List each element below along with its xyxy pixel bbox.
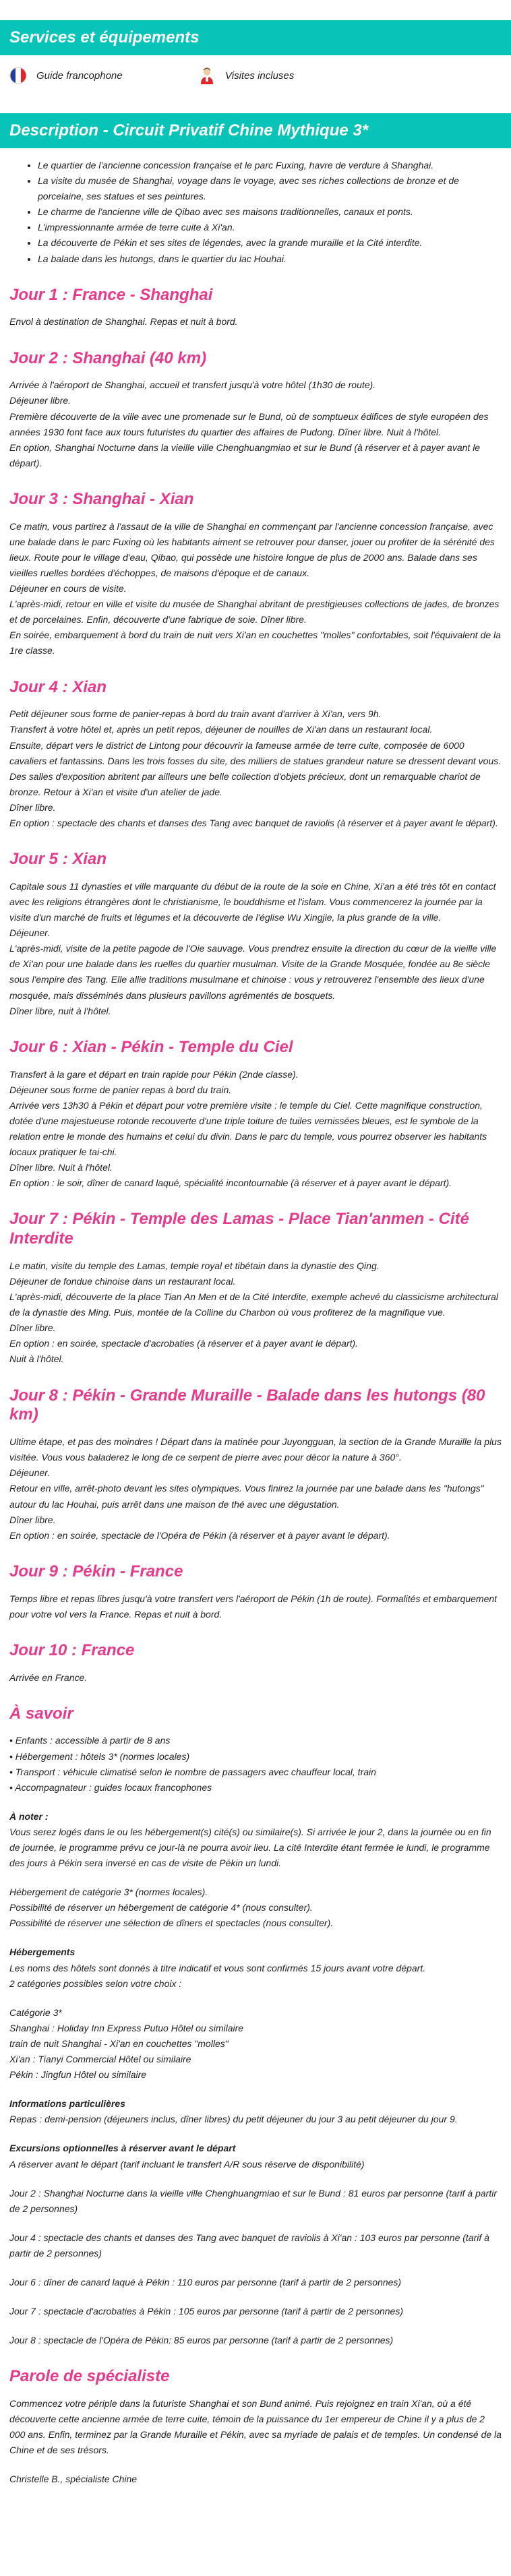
day-3-title: Jour 3 : Shanghai - Xian [9,489,194,508]
description-banner: Description - Circuit Privatif Chine Mythique 3* [0,113,511,148]
day-2-title: Jour 2 : Shanghai (40 km) [9,348,207,367]
excursion-item: Jour 2 : Shanghai Nocturne dans la vieille ville Chenghuangmiao et sur le Bund : 81 euros par personne (tarif à partir de 2 personnes) [9,2187,497,2214]
asavoir-list [9,1733,502,1795]
service-visits-label: Visites incluses [225,69,295,82]
services-banner: Services et équipements [0,20,511,55]
spacer [9,1871,502,1884]
spacer [9,1931,502,1944]
day-3-text: Ce matin, vous partirez à l'assaut de la ville de Shanghai en commençant par l'ancienne concession française, avec une balade dans le parc Fuxing où les habitants aiment se retrouver pour danser, jouer ou profiter de la sérénité des lieux. Route pour le village d'eau, Qibao, qui possède une histoire longue de plus de 2000 ans. Balade dans ses vieilles ruelles bordées d'échoppes, de maisons d'époque et de canaux. Déjeuner en cours de visite. L'après-midi, retour en ville et visite du musée de Shanghai abritant de prestigieuses collections de jades, de bronzes et de porcelaines. Enfin, découverte d'une fabrique de soie. Dîner libre. En soirée, embarquement à bord du train de nuit vers Xi'an en couchettes "molles" confortables, soit l'équivalent de la 1re classe. [9,520,501,656]
day-4-text: Petit déjeuner sous forme de panier-repas à bord du train avant d'arriver à Xi'an, vers 9h. Transfert à votre hôtel et, après un petit repos, déjeuner de nouilles de Xi'an dans un restaurant local. Ensuite, départ vers le district de Lintong pour découvrir la fameuse armée de terre cuite, composée de 6000 cavaliers et fantassins. Dans les trois fosses du site, des milliers de statues grandeur nature se dressent devant vous. Des salles d'exposition abritent par ailleurs une belle collection d'objets précieux, dont un remarquable chariot de bronze. Retour à Xi'an et visite d'un atelier de jade. Dîner libre. En option : spectacle des chants et danses des Tang avec banquet de raviolis (à réserver et à payer avant le départ). [9,708,502,828]
heberg-title: Hébergements [9,1946,76,1958]
day-4-title: Jour 4 : Xian [9,677,107,696]
excursions-intro: A réserver avant le départ (tarif incluant le transfert A/R sous réserve de disponibilité) [9,2158,365,2170]
day-9-text: Temps libre et repas libres jusqu'à votre transfert vers l'aéroport de Pékin (1h de route). Formalités et embarquement pour votre vol vers la France. Repas et nuit à bord. [9,1593,498,1620]
excursions-title: Excursions optionnelles à réserver avant le départ [9,2143,236,2154]
list-item: • Enfants : accessible à partir de 8 ans [9,1735,171,1746]
info-title: Informations particulières [9,2098,125,2110]
list-item: • Hébergement : hôtels 3* (normes locales) [9,1750,190,1762]
list-item: • La découverte de Pékin et ses sites de légendes, avec la grande muraille et la Cité interdite. [38,235,502,251]
list-item: • La balade dans les hutongs, dans le quartier du lac Houhai. [38,251,502,267]
spacer [9,2319,502,2333]
day-1-text: Envol à destination de Shanghai. Repas et nuit à bord. [9,316,238,328]
spacer [9,1992,502,2005]
day-7-title: Jour 7 : Pékin - Temple des Lamas - Place Tian'anmen - Cité Interdite [9,1210,469,1248]
spacer [9,2217,502,2230]
spacer [9,2127,502,2141]
spacer [9,2290,502,2304]
flag-france-icon [9,67,27,84]
day-5-text: Capitale sous 11 dynasties et ville marquante du début de la route de la soie en Chine, Xi'an a été très tôt en contact avec les religions étrangères dont le christianisme, le bouddhisme et l'islam. Vous commencerez la journée par la visite d'un marché de fruits et légumes et la découverte de l'église Wu Xingjie, la plus grande de la ville. Déjeuner. L'après-midi, visite de la petite pagode de l'Oie sauvage. Vous prendrez ensuite la direction du cœur de la vieille ville de Xi'an pour une balade dans les ruelles du quartier musulman. Visite de la Grande Mosquée, fondée au 8e siècle sous l'empire des Tang. Elle allie traditions musulmane et chinoise : vous y retrouverez l'ensemble des lieux d'une mosquée, mais disséminés dans plusieurs pavillons agrémentés de bosquets. Dîner libre, nuit à l'hôtel. [9,880,497,1016]
asavoir-title: À savoir [9,1704,73,1723]
heberg-list: Catégorie 3* Shanghai : Holiday Inn Express Putuo Hôtel ou similaire train de nuit Shanghai - Xi'an en couchettes "molles" Xi'an : Tianyi Commercial Hôtel ou similaire Pékin : Jingfun Hôtel ou similaire [9,2006,244,2081]
content [0,158,511,2488]
list-item: • Accompagnateur : guides locaux francophones [9,1781,212,1793]
day-7-text: Le matin, visite du temple des Lamas, temple royal et tibétain dans la dynastie des Qing. Déjeuner de fondue chinoise dans un restaurant local. L'après-midi, découverte de la place Tian An Men et de la Cité Interdite, exemple achevé du classicisme architectural de la dynastie des Ming. Puis, montée de la Colline du Charbon où vous profiterez de la magnifique vue. Dîner libre. En option : en soirée, spectacle d'acrobaties (à réserver et à payer avant le départ). Nuit à l'hôtel. [9,1260,498,1365]
day-9-title: Jour 9 : Pékin - France [9,1562,183,1581]
day-1-title: Jour 1 : France - Shanghai [9,285,213,304]
spacer [9,2172,502,2186]
heberg-intro: Les noms des hôtels sont donnés à titre indicatif et vous sont confirmés 15 jours avant votre départ. 2 catégories possibles selon votre choix : [9,1962,426,1989]
spacer [9,2083,502,2096]
services-row [0,55,511,96]
service-guide-label: Guide francophone [36,69,123,82]
excursion-item: Jour 4 : spectacle des chants et danses des Tang avec banquet de raviolis à Xi'an : 103 euros par personne (tarif à partir de 2 personnes) [9,2232,489,2259]
day-10-title: Jour 10 : France [9,1640,135,1659]
parole-signature: Christelle B., spécialiste Chine [9,2474,138,2485]
list-item: • Le charme de l'ancienne ville de Qibao avec ses maisons traditionnelles, canaux et ponts. [38,204,502,220]
heberg-note: Hébergement de catégorie 3* (normes locales). Possibilité de réserver un hébergement de catégorie 4* (nous consulter). Possibilité de réserver une sélection de dîners et spectacles (nous consulter). [9,1887,334,1929]
service-guide [9,67,185,84]
spacer [9,2458,502,2472]
day-6-text: Transfert à la gare et départ en train rapide pour Pékin (2nde classe). Déjeuner sous forme de panier repas à bord du train. Arrivée vers 13h30 à Pékin et départ pour votre première visite : le temple du Ciel. Cette magnifique construction, dotée d'une majestueuse rotonde recouverte d'une triple toiture de tuiles vernissées bleues, est le symbole de la relation entre le monde des humains et celui du divin. Dans le parc du temple, vous pourrez observer les habitants locaux pratiquer le tai-chi. Dîner libre. Nuit à l'hôtel. En option : le soir, dîner de canard laqué, spécialité incontournable (à réserver et à payer avant le départ). [9,1068,487,1189]
day-5-title: Jour 5 : Xian [9,850,107,869]
list-item: • Transport : véhicule climatisé selon le nombre de passagers avec chauffeur local, train [9,1766,376,1777]
note-text: Vous serez logés dans le ou les hébergement(s) cité(s) ou similaire(s). Si arrivée le jour 2, dans la journée ou en fin de journée, le programme prévu ce jour-là ne pourra avoir lieu. La cité Interdite étant fermée le lundi, le programme des jours à Pékin sera inversé en cas de visite de Pékin un lundi. [9,1826,491,1869]
page [0,20,511,2576]
list-item: • La visite du musée de Shanghai, voyage dans le voyage, avec ses riches collections de bronze et de porcelaine, ses statues et ses peintures. [38,173,502,204]
day-6-title: Jour 6 : Xian - Pékin - Temple du Ciel [9,1037,293,1056]
service-visits [198,67,373,84]
excursion-item: Jour 7 : spectacle d'acrobaties à Pékin : 105 euros par personne (tarif à partir de 2 personnes) [9,2306,404,2317]
info-text: Repas : demi-pension (déjeuners inclus, dîner libres) du petit déjeuner du jour 3 au petit déjeuner du jour 9. [9,2114,458,2125]
day-10-text: Arrivée en France. [9,1672,88,1683]
spacer [9,2261,502,2275]
parole-title: Parole de spécialiste [9,2367,170,2386]
list-item: • Le quartier de l'ancienne concession française et le parc Fuxing, havre de verdure à Shanghai. [38,158,502,173]
parole-text: Commencez votre périple dans la futuriste Shanghai et son Bund animé. Puis rejoignez en train Xi'an, où a été découverte cette ancienne armée de terre cuite, témoin de la puissance du 1er empereur de Chine il y a plus de 2 000 ans. Enfin, terminez par la Grande Muraille et Pékin, avec sa myriade de palais et de temples. Un condensé de la Chine et de ses trésors. [9,2398,502,2456]
excursion-item: Jour 8 : spectacle de l'Opéra de Pékin: 85 euros par personne (tarif à partir de 2 personnes) [9,2335,394,2346]
day-8-title: Jour 8 : Pékin - Grande Muraille - Balade dans les hutongs (80 km) [9,1386,485,1424]
day-2-text: Arrivée à l'aéroport de Shanghai, accueil et transfert jusqu'à votre hôtel (1h30 de route). Déjeuner libre. Première découverte de la ville avec une promenade sur le Bund, où de somptueux édifices de style européen des années 1930 font face aux tours futuristes du quartier des affaires de Pudong. Dîner libre. Nuit à l'hôtel. En option, Shanghai Nocturne dans la vieille ville Chenghuangmiao et sur le Bund (à réserver et à payer avant le départ). [9,379,489,468]
guide-person-icon [198,67,216,84]
highlights-list [23,158,502,267]
list-item: • L'impressionnante armée de terre cuite à Xi'an. [38,220,502,235]
excursion-item: Jour 6 : dîner de canard laqué à Pékin : 110 euros par personne (tarif à partir de 2 personnes) [9,2276,402,2288]
spacer [9,1796,502,1809]
day-8-text: Ultime étape, et pas des moindres ! Départ dans la matinée pour Juyongguan, la section de la Grande Muraille la plus visitée. Vous vous baladerez le long de ce serpent de pierre avec pour décor la nature à 360°. Déjeuner. Retour en ville, arrêt-photo devant les sites olympiques. Vous finirez la journée par une balade dans les "hutongs" autour du lac Houhai, puis arrêt dans une maison de thé avec une dégustation. Dîner libre. En option : en soirée, spectacle de l'Opéra de Pékin (à réserver et à payer avant le départ). [9,1436,502,1541]
note-title: À noter : [9,1810,49,1822]
